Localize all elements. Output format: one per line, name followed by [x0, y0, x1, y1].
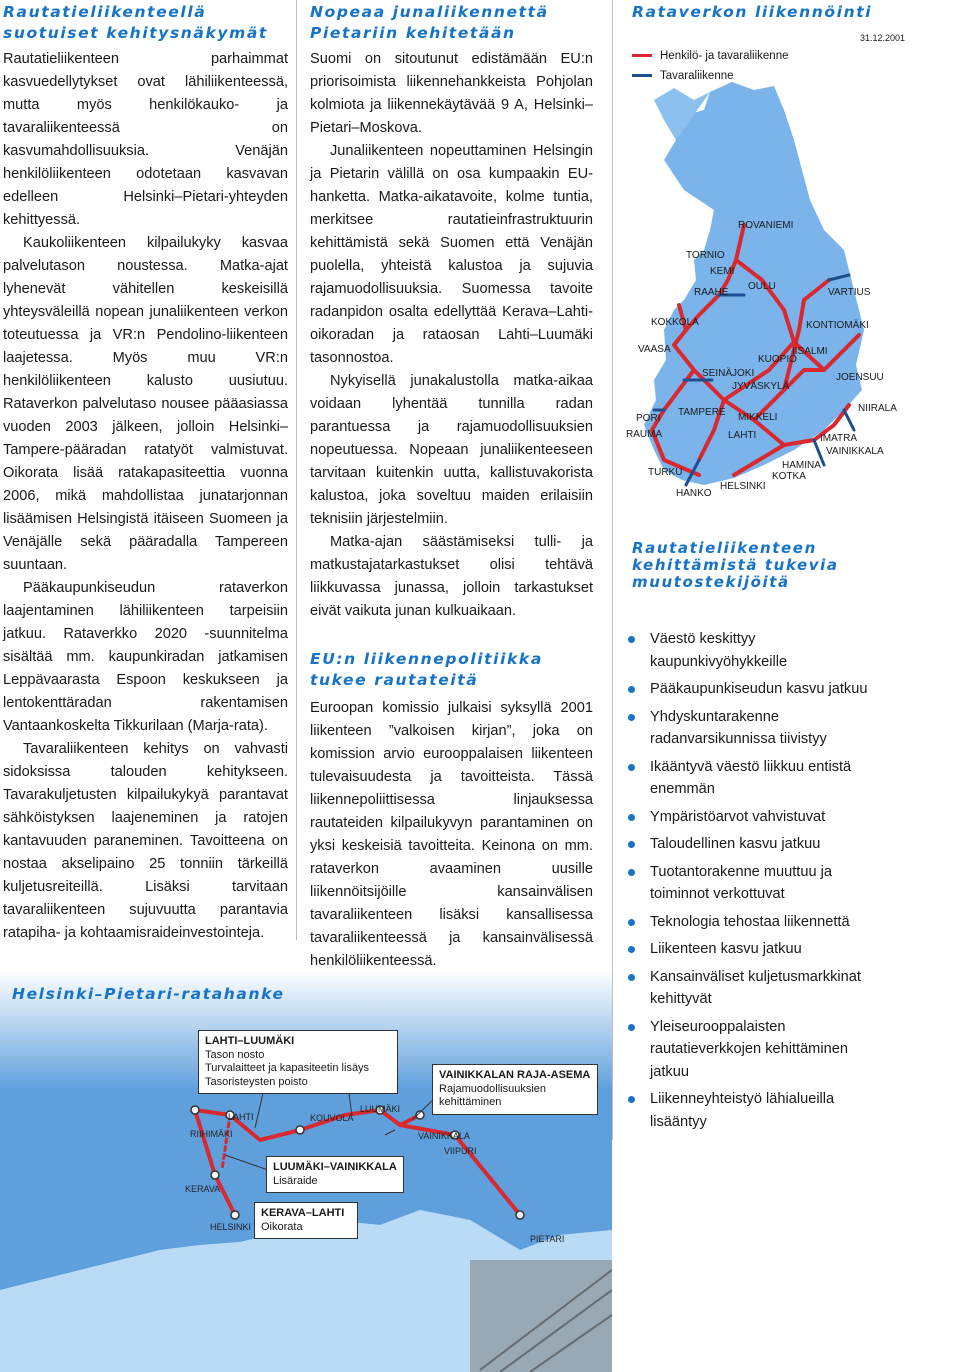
bullet-icon [628, 764, 635, 771]
bullet-icon [628, 946, 635, 953]
bullet-icon [628, 636, 635, 643]
list-item: Ikääntyvä väestö liikkuu entistä enemmän [624, 756, 874, 801]
city-label: HANKO [676, 488, 712, 499]
finland-rail-map [624, 80, 960, 500]
list-item: Teknologia tehostaa liikennettä [624, 911, 874, 934]
heading-project: Helsinki–Pietari-ratahanke [12, 985, 285, 1003]
station-marker [516, 1211, 524, 1219]
heading-change-factors: Rautatieliikenteen kehittämistä tukevia muutostekijöitä [632, 539, 839, 591]
column-fast-train [310, 0, 593, 973]
bullet-icon [628, 974, 635, 981]
station-label: PIETARI [530, 1234, 565, 1244]
city-label: RAUMA [626, 429, 663, 440]
city-label: OULU [748, 281, 776, 292]
city-label: SEINÄJOKI [702, 368, 755, 379]
city-label: VAASA [638, 344, 671, 355]
map-date: 31.12.2001 [860, 33, 906, 43]
list-item: Yleiseurooppalaisten rautatieverkkojen kehittäminen jatkuu [624, 1016, 874, 1084]
station-label: KERAVA [185, 1184, 221, 1194]
station-marker [211, 1171, 219, 1179]
city-label: MIKKELI [738, 412, 778, 423]
legend-freight: Tavaraliikenne [632, 70, 734, 82]
column-divider [612, 0, 613, 1140]
bullet-icon [628, 1024, 635, 1031]
freight-line [844, 410, 854, 430]
legend-swatch-blue [632, 74, 652, 77]
bullet-icon [628, 714, 635, 721]
city-label: LAHTI [728, 430, 757, 441]
city-label: IMATRA [820, 433, 858, 444]
paragraph: Matka-ajan säästämiseksi tulli- ja matkustajatarkastukset olisi tehtävä liikkuvassa junassa, jolloin tarkastukset eivät vaikuta junan kulkuaikaan. [310, 534, 593, 619]
city-label: HELSINKI [720, 481, 766, 492]
paragraph: Rautatieliikenteen parhaimmat kasvuedellytykset ovat lähiliikenteessä, mutta myös henkilökauko- ja tavaraliikenteessä on kasvumahdollisuuksia. Venäjän henkilöliikenteen odotetaan kasvavan edelleen Helsinki–Pietari-yhteyden kehittyessä. [3, 51, 288, 228]
project-section [0, 970, 612, 1372]
column-rail-map [624, 0, 960, 1372]
column-rail-outlook [3, 0, 288, 945]
station-label: LAHTI [228, 1112, 254, 1122]
paragraph: Junaliikenteen nopeuttaminen Helsingin ja Pietarin välillä on osa kumpaakin EU-hanketta. Matka-aikatavoite, kolme tuntia, merkitsee rautatieinfrastruktuurin kehittämistä sekä Suomen että Venäjän puolella, yhteistä kalustoa ja sujuvia rajamuodollisuuksia. Suomessa tavoite radanpidon osalta edellyttää Kerava–Lahti-oikoradan ja rataosan Lahti–Luumäki tasonnostoa. [310, 143, 593, 366]
city-label: KUOPIO [758, 354, 797, 365]
city-label: KONTIOMÄKI [806, 320, 869, 331]
bullet-icon [628, 919, 635, 926]
callout-vainikkala-border: VAINIKKALAN RAJA-ASEMA Rajamuodollisuuksien kehittäminen [432, 1064, 598, 1115]
list-item: Tuotantorakenne muuttuu ja toiminnot verkottuvat [624, 861, 874, 906]
bullet-icon [628, 869, 635, 876]
city-label: HAMINA [782, 460, 821, 471]
legend-passenger: Henkilö- ja tavaraliikenne [632, 50, 788, 62]
callout-lahti-luumaki: LAHTI–LUUMÄKI Tason nosto Turvalaitteet ja kapasiteetin lisäys Tasoristeysten poisto [198, 1030, 398, 1094]
heading-rail-outlook: Rautatieliikenteellä suotuiset kehitysnäkymät [3, 3, 268, 42]
list-item: Kansainväliset kuljetusmarkkinat kehittyvät [624, 966, 874, 1011]
list-item: Väestö keskittyy kaupunkivyöhykkeille [624, 628, 874, 673]
callout-luumaki-vainikkala: LUUMÄKI–VAINIKKALA Lisäraide [266, 1156, 404, 1193]
city-label: IISALMI [792, 346, 828, 357]
change-factors-list [624, 628, 874, 1138]
heading-eu-policy: EU:n liikennepolitiikka tukee rautateitä [310, 650, 543, 689]
station-label: RIIHIMÄKI [190, 1129, 233, 1139]
city-label: TORNIO [686, 250, 725, 261]
paragraph: Kaukoliikenteen kilpailukyky kasvaa palvelutason noustessa. Matka-ajat lyhenevät vähitellen keskeisillä yhteysväleillä nopean junaliikenteen verkon toteutuessa ja VR:n Pendolino-liikenteen laajetessa. Myös muu VR:n henkilöliikenteen kalusto uusiutuu. Rataverkon palvelutaso nousee pääasiassa vuoden 2003 jälkeen, jolloin Helsinki–Tampere-pääradan ratatyöt valmistuvat. Oikorata lisää ratakapasiteettia vuonna 2006, mikä mahdollistaa junatarjonnan lisäämisen Helsingistä itäiseen Suomeen ja Venäjälle sekä pääradalla Tampereen suuntaan. [3, 235, 288, 573]
city-label: KOTKA [772, 471, 806, 482]
bullet-icon [628, 841, 635, 848]
city-label: KOKKOLA [651, 317, 699, 328]
paragraph: Tavaraliikenteen kehitys on vahvasti sidoksissa talouden kehitykseen. Tavarakuljetusten kilpailukykyä parantavat sähköistyksen laajeneminen ja ratojen kantavuuden paraneminen. Tavoitteena on nostaa akselipaino 25 tonniin tärkeillä kuljetusreiteillä. Lisäksi tarvitaan tavaraliikenteen sujuvuutta parantavia ratapiha- ja kohtaamisraideinvestointeja. [3, 741, 288, 941]
station-label: VAINIKKALA [418, 1131, 470, 1141]
station-marker [231, 1211, 239, 1219]
tracks-photo [470, 1260, 612, 1372]
bullet-icon [628, 686, 635, 693]
callout-kerava-lahti: KERAVA–LAHTI Oikorata [254, 1202, 358, 1239]
station-marker [296, 1126, 304, 1134]
city-label: JOENSUU [836, 372, 884, 383]
heading-fast-train: Nopeaa junaliikennettä Pietariin kehitetään [310, 3, 549, 42]
list-item: Pääkaupunkiseudun kasvu jatkuu [624, 678, 874, 701]
list-item: Yhdyskuntarakenne radanvarsikunnissa tiivistyy [624, 706, 874, 751]
city-label: VAINIKKALA [826, 446, 884, 457]
legend-swatch-red [632, 54, 652, 57]
paragraph: Suomi on sitoutunut edistämään EU:n priorisoimista liikennehankkeista Pohjolan kolmiota ja liikennekäytävää 9 A, Helsinki–Pietari–Moskova. [310, 51, 593, 136]
city-label: TAMPERE [678, 407, 726, 418]
city-label: JYVÄSKYLÄ [732, 381, 790, 392]
list-item: Liikenteen kasvu jatkuu [624, 938, 874, 961]
station-label: KOUVOLA [310, 1113, 354, 1123]
paragraph: Euroopan komissio julkaisi syksyllä 2001 liikenteen ”valkoisen kirjan”, joka on komission arvio eurooppalaisen liikenteen tulevaisuudesta ja tavoitteista. Tässä liikennepoliittisessa linjauksessa rautateiden kilpailukyvyn parantaminen on yksi keskeisiä tavoitteita. Keinona on mm. rataverkon avaaminen uusille liikennöitsijöille kansainvälisen tavaraliikenteen lisäksi kansallisessa tavaraliikenteessä ja kansainvälisessä henkilöliikenteessä. [310, 700, 593, 969]
paragraph: Pääkaupunkiseudun rataverkon laajentaminen lähiliikenteen tarpeisiin jatkuu. Rataverkko 2020 -suunnitelma sisältää mm. kaupunkiradan jatkamisen Leppävaarasta Espoon keskukseen ja lentokenttäradan rakentamisen Vantaankoskelta Tikkurilaan (Marja-rata). [3, 580, 288, 734]
city-label: TURKU [648, 467, 683, 478]
bullet-icon [628, 814, 635, 821]
station-label: LUUMÄKI [360, 1104, 401, 1114]
city-label: PORI [636, 413, 661, 424]
list-item: Liikenneyhteistyö lähialueilla lisääntyy [624, 1088, 874, 1133]
station-marker [191, 1106, 199, 1114]
city-label: ROVANIEMI [738, 220, 794, 231]
city-label: RAAHE [694, 287, 729, 298]
column-divider [296, 0, 297, 940]
list-item: Ympäristöarvot vahvistuvat [624, 806, 874, 829]
city-label: VARTIUS [828, 287, 871, 298]
heading-rail-map: Rataverkon liikennöinti [632, 3, 873, 21]
city-label: KEMI [710, 266, 735, 277]
list-item: Taloudellinen kasvu jatkuu [624, 833, 874, 856]
bullet-icon [628, 1096, 635, 1103]
station-label: VIIPURI [444, 1146, 477, 1156]
paragraph: Nykyisellä junakalustolla matka-aikaa voidaan lyhentää tunnilla radan parantuessa ja rajamuodollisuuksien nopeutuessa. Nopeaan junaliikenteeseen tarvitaan kuitenkin uutta, kallistuvakorista kalustoa, joka soveltuu maiden erilaisiin teknisiin järjestelmiin. [310, 373, 593, 527]
city-label: NIIRALA [858, 403, 897, 414]
station-label: HELSINKI [210, 1222, 252, 1232]
